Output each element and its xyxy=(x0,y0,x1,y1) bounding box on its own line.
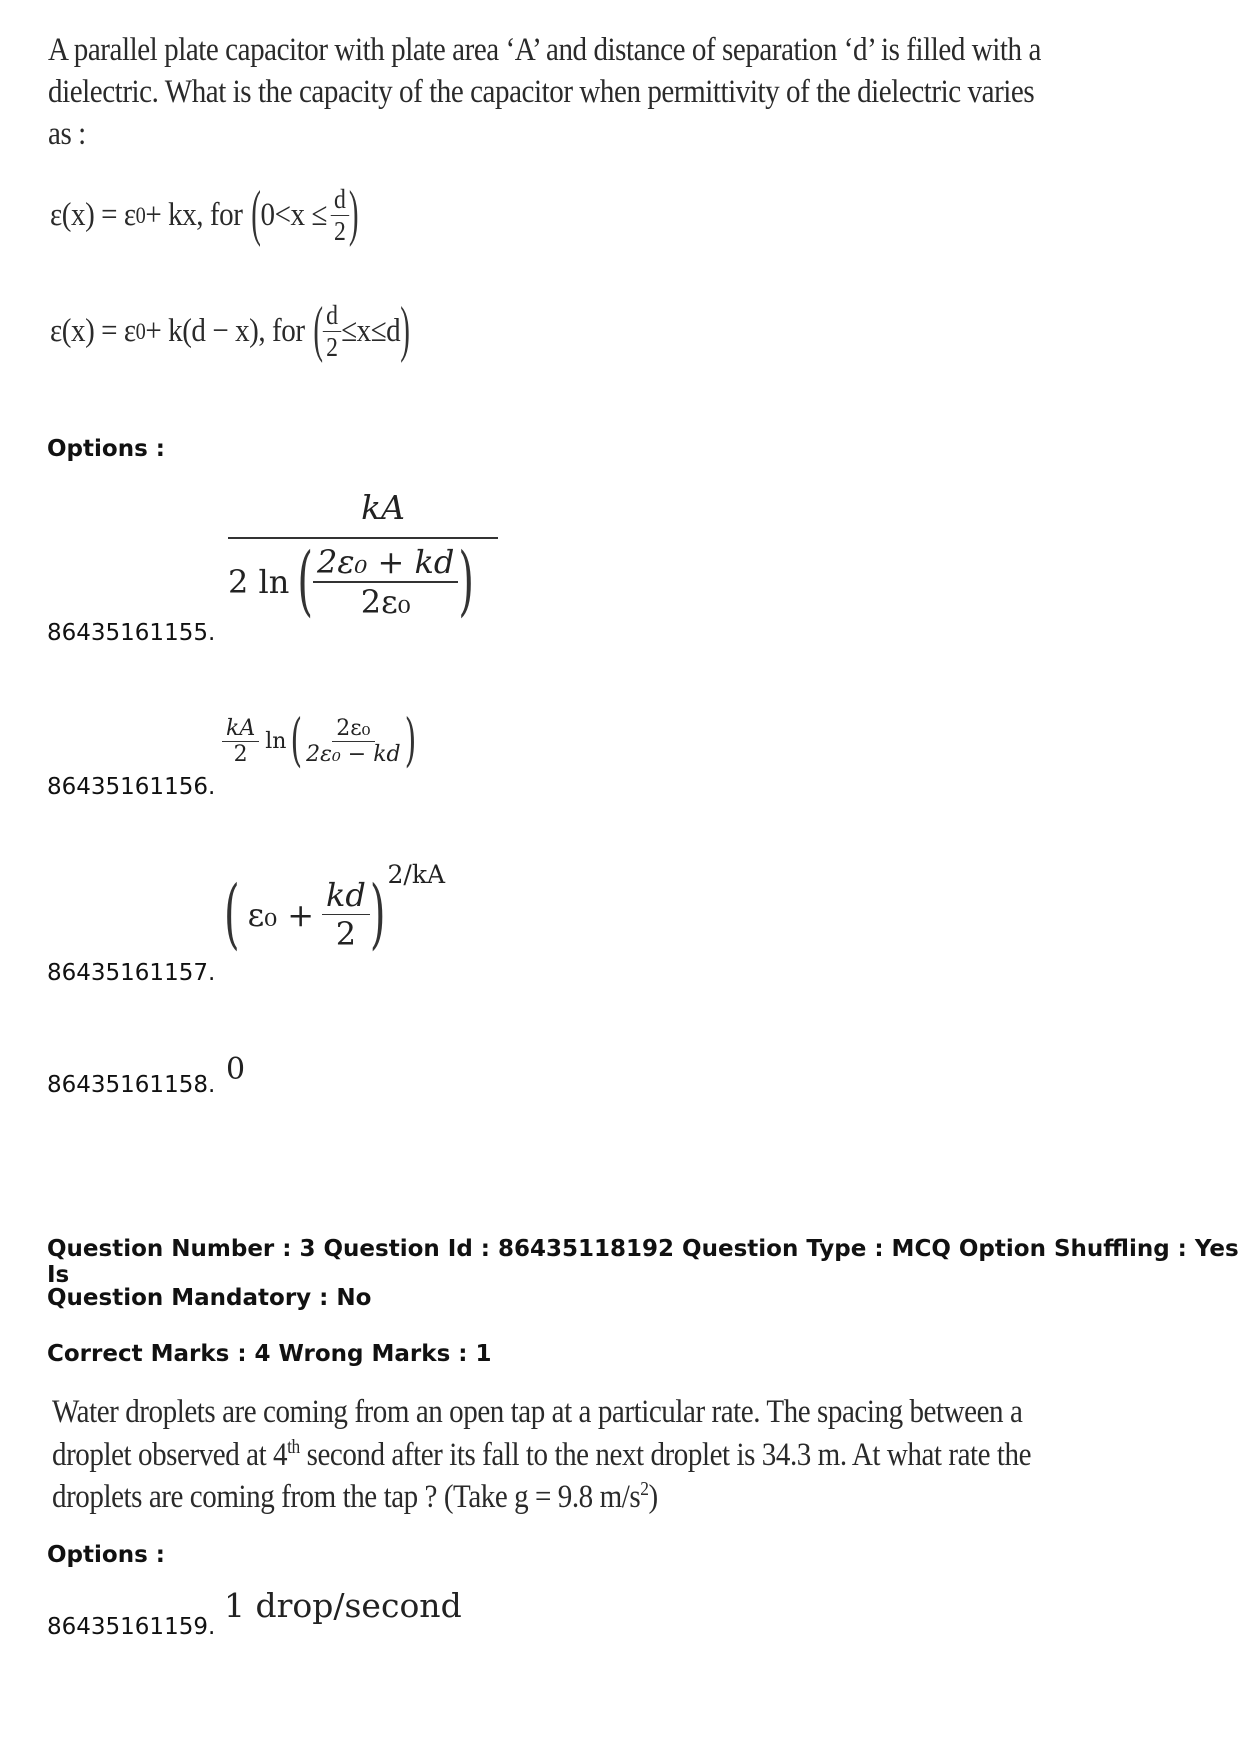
option-1-numerator: kA xyxy=(361,488,405,527)
option-2-ln: ln xyxy=(265,729,287,754)
eq1-den: 2 xyxy=(333,215,346,246)
eq1-num: d xyxy=(330,184,348,216)
option-1-prefix: 2 ln xyxy=(228,563,290,601)
eq1-sub: 0 xyxy=(135,201,146,228)
option-1-formula[interactable]: kA 2 ln ( $\frac{\text{2ε₀ + kd}}{\text{2ε₀}}$ ) xyxy=(228,488,498,621)
option-2-formula[interactable]: $\frac{kA}{2}$ ln ( $\frac{\text{2ε₀}}{\text{2ε₀ − kd}}$ ) xyxy=(222,716,416,767)
equation-1: ε(x) = ε 0 + kx, for ( 0<x ≤ $\frac{d}{2}$ ) xyxy=(50,179,359,249)
eq1-condition: 0<x ≤ xyxy=(260,196,327,233)
q3-superscript-th: th xyxy=(287,1436,300,1458)
q3-text-line-2b: second after its fall to the next droplet is 34.3 m. At what rate the xyxy=(299,1437,1032,1473)
eq2-fraction xyxy=(323,300,341,363)
q2-text-line-2: dielectric. What is the capacity of the capacitor when permittivity of the dielectric varies xyxy=(48,74,1035,110)
option-3-base: ε₀ + xyxy=(247,895,314,934)
q3-text-line-3 xyxy=(52,1478,658,1516)
q3-superscript-2: 2 xyxy=(640,1478,649,1500)
q3-option-1-id: 86435161159. xyxy=(47,1614,216,1640)
q3-marks: Correct Marks : 4 Wrong Marks : 1 xyxy=(47,1341,492,1367)
option-3-id: 86435161157. xyxy=(47,960,216,986)
option-3-exponent: 2/kA xyxy=(387,860,446,889)
eq2-sub: 0 xyxy=(135,317,146,344)
options-label: Options : xyxy=(47,436,165,462)
q2-text-line-1: A parallel plate capacitor with plate area ‘A’ and distance of separation ‘d’ is filled with a xyxy=(48,32,1041,68)
eq2-num: d xyxy=(323,300,341,332)
option-1-id: 86435161155. xyxy=(47,620,216,646)
eq2-rest: + k(d − x), for xyxy=(145,312,305,349)
option-2-id: 86435161156. xyxy=(47,774,216,800)
option-2-inner-fraction: $\frac{\text{2ε₀}}{\text{2ε₀ − kd}}$ xyxy=(306,716,401,767)
eq1-fraction xyxy=(330,184,348,247)
eq2-lhs: ε(x) = ε xyxy=(50,312,136,349)
q3-header-line-2: Question Mandatory : No xyxy=(47,1285,372,1311)
eq1-lhs: ε(x) = ε xyxy=(50,196,136,233)
equation-2: ε(x) = ε 0 + k(d − x), for ( $\frac{d}{2}$ ≤x≤d ) xyxy=(50,295,410,365)
q3-text-line-3b: ) xyxy=(648,1479,658,1515)
q3-header-line-1: Question Number : 3 Question Id : 86435118192 Question Type : MCQ Option Shuffling : Yes Is xyxy=(47,1236,1239,1288)
q3-options-label: Options : xyxy=(47,1542,165,1568)
eq1-rest: + kx, for xyxy=(145,196,243,233)
option-4-id: 86435161158. xyxy=(47,1072,216,1098)
q3-text-line-1: Water droplets are coming from an open tap at a particular rate. The spacing between a xyxy=(52,1394,1023,1430)
eq2-den: 2 xyxy=(326,331,338,362)
option-1-inner-fraction: $\frac{\text{2ε₀ + kd}}{\text{2ε₀}}$ xyxy=(313,543,458,621)
option-2-fraction: $\frac{kA}{2}$ xyxy=(222,716,259,767)
eq2-condition: ≤x≤d xyxy=(341,312,401,349)
q3-text-line-2 xyxy=(52,1436,1031,1474)
q3-text-line-3a: droplets are coming from the tap ? (Take g = 9.8 m/s xyxy=(52,1479,641,1515)
option-3-formula[interactable]: ( ε₀ + $\frac{kd}{2}$ ) 2/kA xyxy=(224,860,446,959)
q3-text-line-2a: droplet observed at 4 xyxy=(52,1437,288,1473)
option-3-fraction: $\frac{kd}{2}$ xyxy=(322,876,370,953)
option-4-value[interactable]: 0 xyxy=(226,1052,246,1087)
q2-text-line-3: as : xyxy=(48,116,86,152)
q3-option-1-value[interactable]: 1 drop/second xyxy=(224,1586,462,1625)
